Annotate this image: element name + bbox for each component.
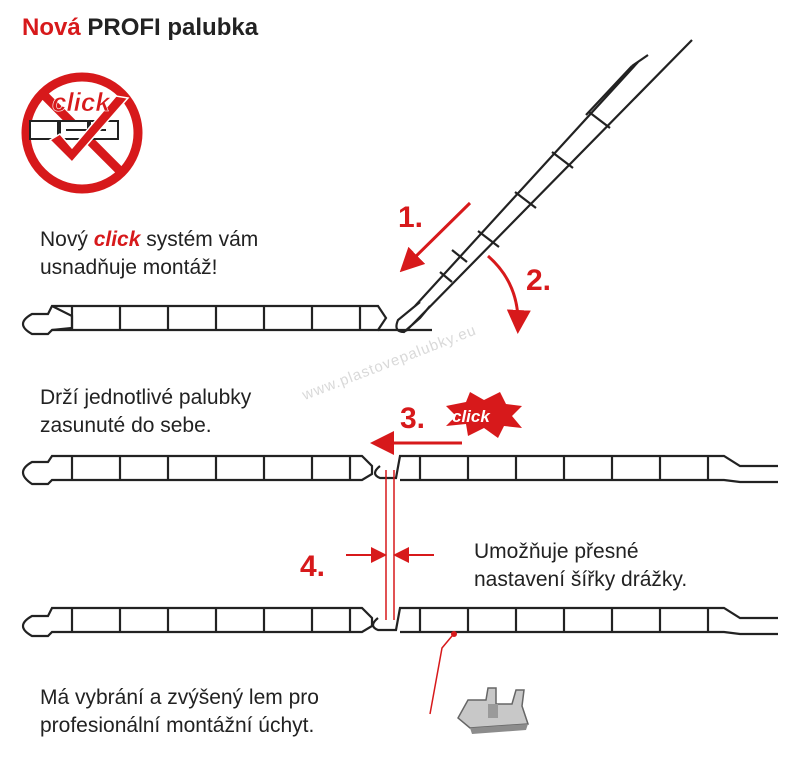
- title-new: Nová: [22, 14, 81, 41]
- click-badge: [446, 392, 522, 438]
- mounting-clip-icon: [458, 688, 528, 734]
- gap-guides: [386, 470, 394, 620]
- click-badge-text: click: [452, 407, 490, 426]
- step-4-label: 4.: [300, 550, 326, 583]
- board-row-1: [23, 306, 432, 334]
- groove-pointer: [430, 631, 457, 714]
- step-2-label: 2.: [526, 264, 552, 297]
- board-row-2-left: [23, 456, 372, 484]
- title-product: PROFI palubka: [87, 14, 259, 41]
- logo-text: click: [52, 87, 110, 117]
- board-row-2-right: [375, 456, 778, 482]
- caption-holds: Drží jednotlivé palubky zasunuté do sebe.: [40, 386, 252, 437]
- watermark: www.plastovepalubky.eu: [300, 321, 479, 404]
- caption-width: Umožňuje přesné nastavení šířky drážky.: [474, 540, 688, 591]
- board-row-3-right: [373, 608, 778, 634]
- step-1-label: 1.: [398, 201, 424, 234]
- step-3-label: 3.: [400, 402, 426, 435]
- step-2-arrow: [488, 256, 518, 328]
- click-logo: [26, 77, 138, 189]
- click-highlight: click: [93, 228, 141, 251]
- board-row-3-left: [23, 608, 372, 636]
- caption-click-system: Nový click systém vám usnadňuje montáž!: [40, 228, 259, 279]
- caption-groove: Má vybrání a zvýšený lem pro profesionální montážní úchyt.: [40, 686, 319, 737]
